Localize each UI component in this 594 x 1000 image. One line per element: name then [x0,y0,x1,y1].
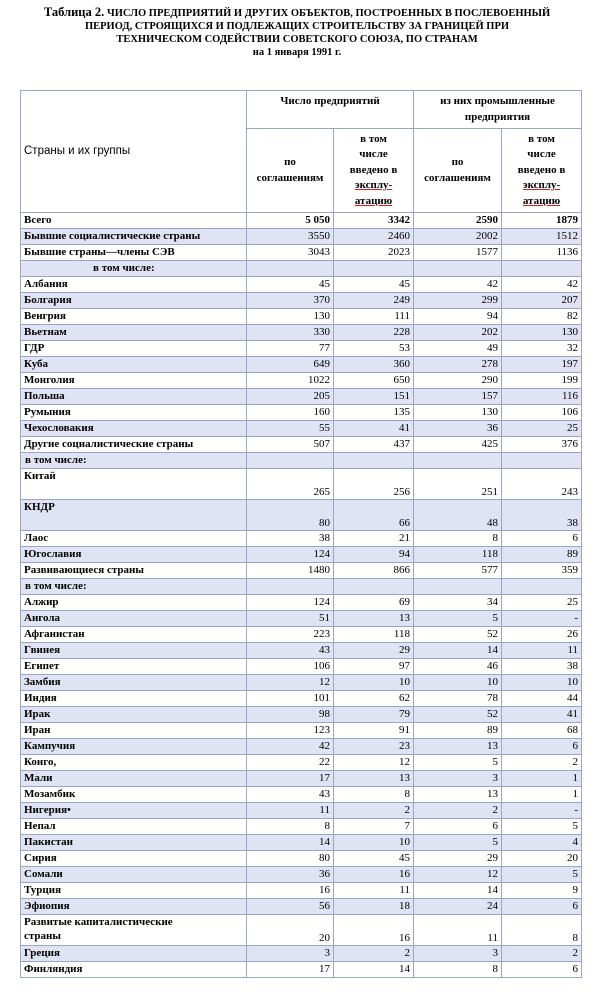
cell-value: 3 [414,771,502,787]
table-row [21,229,582,245]
cell-value: 6 [502,739,582,755]
cell-value: 91 [334,723,414,739]
cell-value: 89 [414,723,502,739]
col-by-agreement: по соглашениям [247,129,334,213]
row-label: Румыния [21,405,247,421]
cell-value: 10 [334,835,414,851]
cell-value: 5 [502,867,582,883]
cell-value: 94 [334,547,414,563]
cell-value: 437 [334,437,414,453]
cell-value [414,453,502,469]
cell-value: 55 [247,421,334,437]
cell-value: 124 [247,595,334,611]
cell-value: 6 [414,819,502,835]
cell-value: 205 [247,389,334,405]
row-header: Страны и их группы [21,91,247,213]
cell-value: 12 [247,675,334,691]
cell-value: 3 [247,946,334,962]
cell-value: - [502,803,582,819]
table-row [21,500,582,531]
cell-value: 79 [334,707,414,723]
row-label: Мозамбик [21,787,247,803]
cell-value: 2 [502,755,582,771]
cell-value: 42 [502,277,582,293]
cell-value: 13 [414,787,502,803]
row-label: Индия [21,691,247,707]
group-header-industrial: из них промышленные предприятия [414,91,582,129]
row-label: Польша [21,389,247,405]
cell-value: 12 [414,867,502,883]
cell-value: 124 [247,547,334,563]
cell-value: 1 [502,771,582,787]
table-row [21,899,582,915]
table-title [4,6,590,59]
cell-value: 45 [247,277,334,293]
cell-value [502,453,582,469]
table-row [21,595,582,611]
table-label: Таблица 2. [43,5,105,19]
table-row [21,421,582,437]
row-label: Другие социалистические страны [21,437,247,453]
table-row [21,277,582,293]
cell-value: 8 [414,962,502,978]
cell-value: 13 [414,739,502,755]
cell-value: 11 [247,803,334,819]
cell-value: 249 [334,293,414,309]
data-table [20,90,582,978]
table-row [21,563,582,579]
cell-value: 118 [334,627,414,643]
cell-value: 5 [414,611,502,627]
cell-value: 11 [414,915,502,946]
cell-value: 197 [502,357,582,373]
cell-value: 38 [502,659,582,675]
table-row [21,309,582,325]
cell-value: 278 [414,357,502,373]
cell-value: 1 [502,787,582,803]
row-label: Алжир [21,595,247,611]
cell-value: 48 [414,500,502,531]
row-label: Сомали [21,867,247,883]
cell-value: 1879 [502,213,582,229]
cell-value: 8 [502,915,582,946]
col-commissioned: в том числе введено в эксплу- атацию [334,129,414,213]
row-label: Непал [21,819,247,835]
cell-value: 130 [414,405,502,421]
cell-value: 130 [247,309,334,325]
table-row [21,659,582,675]
cell-value: 11 [502,643,582,659]
cell-value: 6 [502,531,582,547]
cell-value: 251 [414,469,502,500]
cell-value: 94 [414,309,502,325]
cell-value: 1136 [502,245,582,261]
cell-value: 43 [247,787,334,803]
cell-value: 3 [414,946,502,962]
cell-value [502,579,582,595]
table-row [21,819,582,835]
row-label: Греция [21,946,247,962]
row-label: Чехословакия [21,421,247,437]
table-row [21,389,582,405]
cell-value: 577 [414,563,502,579]
cell-value: 116 [502,389,582,405]
cell-value: 13 [334,611,414,627]
row-label: Замбия [21,675,247,691]
row-label: Ирак [21,707,247,723]
cell-value: 97 [334,659,414,675]
cell-value: 44 [502,691,582,707]
cell-value: 25 [502,421,582,437]
cell-value: 256 [334,469,414,500]
cell-value: 5 [502,819,582,835]
cell-value: 1512 [502,229,582,245]
row-label: Всего [21,213,247,229]
cell-value: 38 [247,531,334,547]
cell-value [502,261,582,277]
cell-value: 32 [502,341,582,357]
table-row [21,883,582,899]
cell-value [334,261,414,277]
table-row [21,261,582,277]
cell-value [414,261,502,277]
table-row [21,531,582,547]
cell-value: 3043 [247,245,334,261]
table-row [21,851,582,867]
cell-value: 2590 [414,213,502,229]
cell-value: 330 [247,325,334,341]
cell-value: 5 050 [247,213,334,229]
cell-value: 228 [334,325,414,341]
table-row [21,341,582,357]
cell-value: 41 [502,707,582,723]
col-industrial-by-agreement: по соглашениям [414,129,502,213]
row-label: Нигерия• [21,803,247,819]
cell-value: 42 [414,277,502,293]
row-label: Египет [21,659,247,675]
cell-value: 24 [414,899,502,915]
cell-value: 2 [414,803,502,819]
cell-value: 8 [247,819,334,835]
cell-value [247,261,334,277]
cell-value: 34 [414,595,502,611]
cell-value: 66 [334,500,414,531]
row-label: Сирия [21,851,247,867]
row-label: Развивающиеся страны [21,563,247,579]
cell-value: 106 [502,405,582,421]
row-label: Вьетнам [21,325,247,341]
table-row [21,723,582,739]
cell-value: 8 [334,787,414,803]
row-label: Лаос [21,531,247,547]
cell-value: 36 [414,421,502,437]
cell-value: 425 [414,437,502,453]
cell-value: 4 [502,835,582,851]
group-header-enterprises: Число предприятий [247,91,414,129]
cell-value: 10 [502,675,582,691]
cell-value: 157 [414,389,502,405]
cell-value: 2 [334,803,414,819]
table-row [21,915,582,946]
table-row [21,867,582,883]
cell-value: 26 [502,627,582,643]
table-row [21,579,582,595]
cell-value: 16 [334,867,414,883]
cell-value: 20 [502,851,582,867]
table-row [21,835,582,851]
col-industrial-commissioned: в том числе введено в эксплу- атацию [502,129,582,213]
cell-value: 202 [414,325,502,341]
cell-value: 12 [334,755,414,771]
cell-value: 1022 [247,373,334,389]
cell-value: 151 [334,389,414,405]
cell-value: 6 [502,899,582,915]
table-row [21,707,582,723]
row-label: Турция [21,883,247,899]
cell-value: 14 [334,962,414,978]
table-row [21,803,582,819]
cell-value: 41 [334,421,414,437]
cell-value: 2 [334,946,414,962]
row-label: Бывшие страны—члены СЭВ [21,245,247,261]
cell-value: 14 [247,835,334,851]
cell-value: 649 [247,357,334,373]
cell-value: 5 [414,755,502,771]
row-label: Югославия [21,547,247,563]
cell-value: 82 [502,309,582,325]
table-row [21,469,582,500]
cell-value: 20 [247,915,334,946]
cell-value: 18 [334,899,414,915]
cell-value: 23 [334,739,414,755]
cell-value [334,453,414,469]
title-line-2: ПЕРИОД, СТРОЯЩИХСЯ И ПОДЛЕЖАЩИХ СТРОИТЕЛЬСТВУ ЗА ГРАНИЦЕЙ ПРИ [84,21,510,32]
cell-value: 118 [414,547,502,563]
table-row [21,405,582,421]
cell-value: 49 [414,341,502,357]
cell-value: 29 [414,851,502,867]
cell-value: 7 [334,819,414,835]
cell-value: 2 [502,946,582,962]
table-row [21,962,582,978]
cell-value: 207 [502,293,582,309]
cell-value: 2002 [414,229,502,245]
table-row [21,946,582,962]
cell-value: 135 [334,405,414,421]
cell-value: 62 [334,691,414,707]
row-label: Конго, [21,755,247,771]
cell-value: 265 [247,469,334,500]
cell-value: 51 [247,611,334,627]
cell-value: 13 [334,771,414,787]
table-body [21,213,582,978]
cell-value: 52 [414,707,502,723]
cell-value: 22 [247,755,334,771]
row-label: Монголия [21,373,247,389]
row-label: Иран [21,723,247,739]
cell-value: 160 [247,405,334,421]
table-row [21,357,582,373]
cell-value: 38 [502,500,582,531]
cell-value: 11 [334,883,414,899]
cell-value: 1577 [414,245,502,261]
table-row [21,675,582,691]
table-row [21,293,582,309]
cell-value: 21 [334,531,414,547]
cell-value: 53 [334,341,414,357]
cell-value: 650 [334,373,414,389]
row-label: Финляндия [21,962,247,978]
row-label: Афганистан [21,627,247,643]
cell-value: - [502,611,582,627]
cell-value: 25 [502,595,582,611]
title-line-3: ТЕХНИЧЕСКОМ СОДЕЙСТВИИ СОВЕТСКОГО СОЮЗА, ПО СТРАНАМ [116,34,478,45]
cell-value: 2023 [334,245,414,261]
cell-value: 6 [502,962,582,978]
table-row [21,373,582,389]
cell-value: 106 [247,659,334,675]
cell-value: 359 [502,563,582,579]
cell-value: 3550 [247,229,334,245]
cell-value: 10 [414,675,502,691]
table-row [21,325,582,341]
row-label: в том числе: [21,579,247,595]
row-label: в том числе: [21,261,247,277]
cell-value: 68 [502,723,582,739]
cell-value: 29 [334,643,414,659]
cell-value: 370 [247,293,334,309]
cell-value: 866 [334,563,414,579]
cell-value: 46 [414,659,502,675]
cell-value: 78 [414,691,502,707]
cell-value: 45 [334,277,414,293]
cell-value: 77 [247,341,334,357]
cell-value: 14 [414,883,502,899]
cell-value: 98 [247,707,334,723]
cell-value: 111 [334,309,414,325]
row-label: Мали [21,771,247,787]
row-label: Болгария [21,293,247,309]
row-label: Бывшие социалистические страны [21,229,247,245]
title-line-1: ЧИСЛО ПРЕДПРИЯТИЙ И ДРУГИХ ОБЪЕКТОВ, ПОСТРОЕННЫХ В ПОСЛЕВОЕННЫЙ [107,8,551,19]
cell-value: 56 [247,899,334,915]
table-row [21,547,582,563]
cell-value [247,453,334,469]
cell-value: 3342 [334,213,414,229]
cell-value: 10 [334,675,414,691]
cell-value: 199 [502,373,582,389]
cell-value: 14 [414,643,502,659]
row-label: ГДР [21,341,247,357]
cell-value: 36 [247,867,334,883]
cell-value: 507 [247,437,334,453]
table-row [21,771,582,787]
row-label: Куба [21,357,247,373]
cell-value: 16 [334,915,414,946]
cell-value: 223 [247,627,334,643]
row-label: Венгрия [21,309,247,325]
cell-value: 17 [247,771,334,787]
cell-value: 43 [247,643,334,659]
cell-value: 69 [334,595,414,611]
cell-value: 45 [334,851,414,867]
cell-value: 80 [247,500,334,531]
row-label: в том числе: [21,453,247,469]
cell-value: 52 [414,627,502,643]
row-label: Пакистан [21,835,247,851]
cell-value: 130 [502,325,582,341]
cell-value [334,579,414,595]
row-label: Развитые капиталистические страны [21,915,247,946]
table-row [21,787,582,803]
cell-value: 2460 [334,229,414,245]
row-label: Ангола [21,611,247,627]
cell-value: 376 [502,437,582,453]
cell-value: 5 [414,835,502,851]
cell-value: 299 [414,293,502,309]
row-label: Эфиопия [21,899,247,915]
cell-value: 89 [502,547,582,563]
cell-value: 360 [334,357,414,373]
cell-value: 290 [414,373,502,389]
row-label: Гвинея [21,643,247,659]
row-label: Албания [21,277,247,293]
title-date: на 1 января 1991 г. [252,47,342,58]
table-row [21,453,582,469]
cell-value: 101 [247,691,334,707]
table-row [21,611,582,627]
table-row [21,213,582,229]
row-label: Китай [21,469,247,500]
cell-value: 1480 [247,563,334,579]
cell-value: 243 [502,469,582,500]
row-label: КНДР [21,500,247,531]
table-row [21,245,582,261]
cell-value: 17 [247,962,334,978]
cell-value: 9 [502,883,582,899]
cell-value: 16 [247,883,334,899]
cell-value [414,579,502,595]
table-row [21,437,582,453]
cell-value: 80 [247,851,334,867]
table-row [21,627,582,643]
cell-value: 123 [247,723,334,739]
cell-value: 42 [247,739,334,755]
cell-value [247,579,334,595]
row-label: Кампучия [21,739,247,755]
table-row [21,643,582,659]
cell-value: 8 [414,531,502,547]
table-row [21,691,582,707]
table-row [21,739,582,755]
table-row [21,755,582,771]
